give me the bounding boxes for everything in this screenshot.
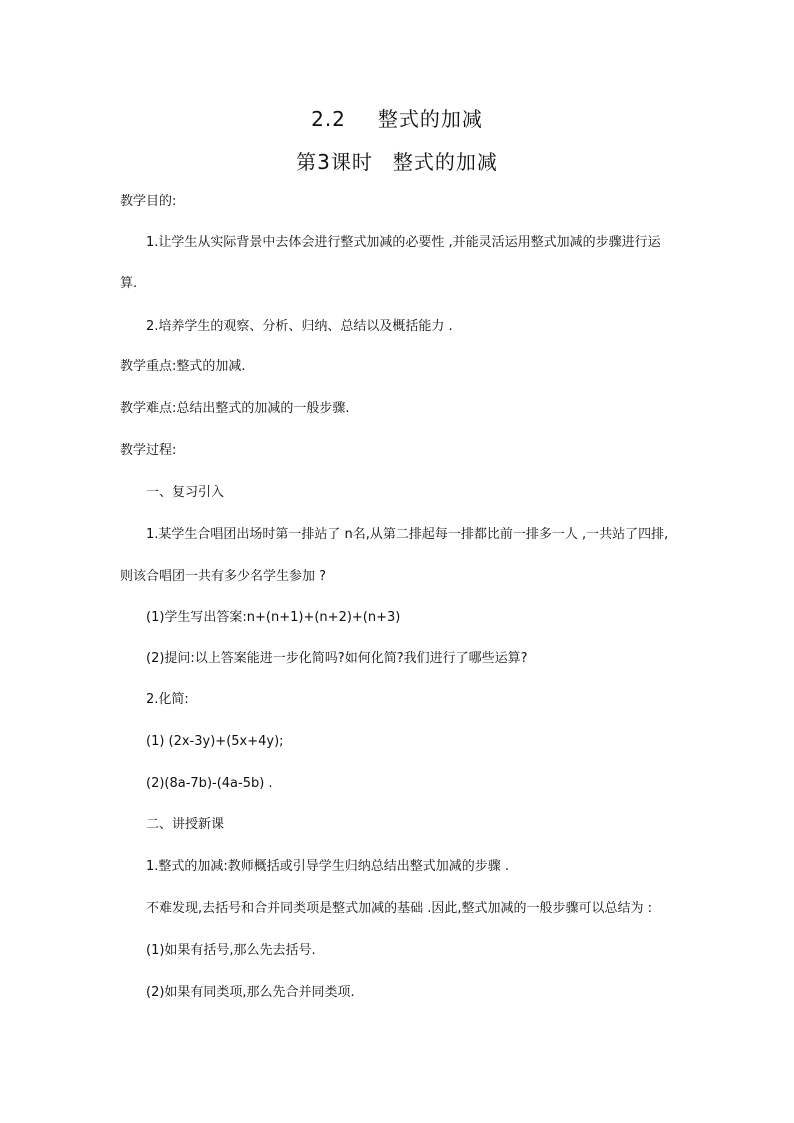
review-question-2-a: (1) (2x-3y)+(5x+4y); [146, 734, 284, 749]
lesson-title [0, 146, 794, 175]
review-question-2: 2.化简: [146, 692, 189, 707]
new-lesson-paragraph-2: 不难发现,去括号和合并同类项是整式加减的基础 .因此,整式加减的一般步骤可以总结为 : [146, 901, 653, 916]
review-question-1-line-1: 1.某学生合唱团出场时第一排站了 n名,从第二排起每一排都比前一排多一人 ,一共站了四排, [146, 527, 669, 542]
objective-1-line-2: 算. [120, 276, 138, 291]
section-title [0, 103, 794, 132]
new-lesson-heading: 二、讲授新课 [146, 817, 225, 832]
key-point: 教学重点:整式的加减. [120, 359, 246, 374]
review-question-1-line-2: 则该合唱团一共有多少名学生参加 ? [120, 569, 327, 584]
objective-1-line-1: 1.让学生从实际背景中去体会进行整式加减的必要性 ,并能灵活运用整式加减的步骤进行运 [146, 235, 661, 250]
process-heading: 教学过程: [120, 443, 177, 458]
objectives-heading: 教学目的: [120, 194, 177, 209]
new-lesson-paragraph-1: 1.整式的加减:教师概括或引导学生归纳总结出整式加减的步骤 . [146, 859, 510, 874]
review-answer-1: (1)学生写出答案:n+(n+1)+(n+2)+(n+3) [146, 610, 401, 625]
objective-2: 2.培养学生的观察、分析、归纳、总结以及概括能力 . [146, 319, 453, 334]
section-title-text: 整式的加减 [377, 107, 483, 131]
review-answer-2: (2)提问:以上答案能进一步化简吗?如何化简?我们进行了哪些运算? [146, 651, 528, 666]
review-heading: 一、复习引入 [146, 485, 225, 500]
section-number: 2.2 [311, 107, 346, 131]
step-1: (1)如果有括号,那么先去括号. [146, 943, 316, 958]
difficulty: 教学难点:总结出整式的加减的一般步骤. [120, 401, 350, 416]
lesson-label: 第3课时 [296, 150, 373, 174]
review-question-2-b: (2)(8a-7b)-(4a-5b) . [146, 776, 273, 791]
lesson-title-text: 整式的加减 [392, 150, 498, 174]
step-2: (2)如果有同类项,那么先合并同类项. [146, 985, 355, 1000]
